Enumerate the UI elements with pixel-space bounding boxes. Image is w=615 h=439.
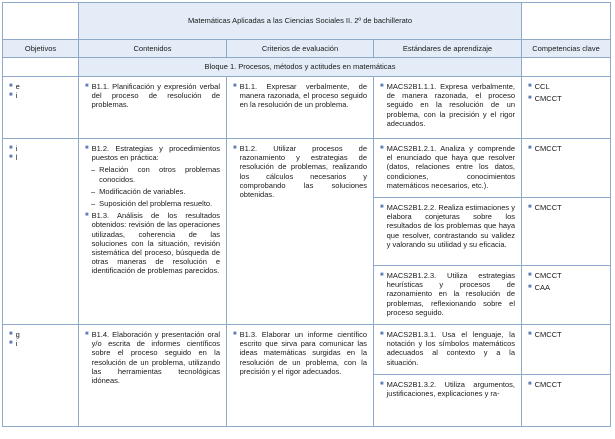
list-item: ■ CMCCT	[528, 271, 562, 280]
objetivos-cell	[3, 77, 79, 139]
bullet-icon: ■	[85, 331, 89, 337]
list-item: ■ B1.2. Utilizar procesos de razonamiento y estrategias de resolución de problemas, realizando los cálculos necesarios y comprobando las soluciones obtenidas.	[233, 144, 367, 200]
list-item: – Relación con otros problemas conocidos.	[91, 165, 220, 184]
bullet-icon: ■	[85, 145, 89, 151]
contenidos-cell	[79, 77, 227, 139]
list-item: ■ CMCCT	[528, 380, 562, 389]
bullet-icon: ■	[380, 83, 384, 89]
list-item: ■ CMCCT	[528, 203, 562, 212]
bullet-icon: ■	[9, 145, 13, 151]
competencias-cell	[522, 198, 611, 266]
bullet-icon: ■	[528, 145, 532, 151]
block-blank-right	[522, 58, 611, 77]
list-item: ■ MACS2B1.2.3. Utiliza estrategias heurísticas y procesos de razonamiento en la resolución de problemas, reflexionando sobre el proceso seguido.	[380, 271, 515, 317]
table-row	[3, 139, 611, 198]
bullet-icon: ■	[528, 284, 532, 291]
criterios-cell	[227, 77, 374, 139]
list-item: ■ CAA	[528, 283, 551, 293]
list-item: ■ CMCCT	[528, 94, 562, 104]
estandares-cell	[374, 375, 522, 427]
list-item: ■ MACS2B1.3.1. Usa el lenguaje, la notación y los símbolos matemáticos adecuados al contexto y a la situación.	[380, 330, 515, 367]
bullet-icon: ■	[528, 83, 532, 89]
bullet-icon: ■	[380, 272, 384, 278]
competencias-cell	[522, 77, 611, 139]
competencias-cell	[522, 139, 611, 198]
bullet-icon: ■	[9, 331, 13, 337]
table-row	[3, 77, 611, 139]
bullet-icon: ■	[528, 204, 532, 210]
list-item: ■ MACS2B1.2.2. Realiza estimaciones y elabora conjeturas sobre los resultados de los problemas que haya que resolver, contrastando su validez y valorando su utilidad y su eficacia.	[380, 203, 516, 249]
bullet-icon: ■	[380, 204, 384, 210]
dash-icon: –	[91, 186, 96, 196]
list-item: ■ MACS2B1.1.1. Expresa verbalmente, de manera razonada, el proceso seguido en la resolución de un problema, con la precisión y el rigor adecuados.	[380, 82, 515, 128]
list-item: ■ CMCCT	[528, 330, 562, 339]
list-item: ■ MACS2B1.3.2. Utiliza argumentos, justificaciones, explicaciones y ra-	[380, 380, 515, 399]
bullet-icon: ■	[380, 331, 384, 337]
bullet-icon: ■	[528, 331, 532, 337]
list-item: – Modificación de variables.	[91, 186, 186, 196]
list-item: ■ B1.2. Estrategias y procedimientos puestos en práctica:	[85, 144, 220, 163]
bullet-icon: ■	[380, 145, 384, 151]
objetivos-cell	[3, 139, 79, 325]
contenidos-cell	[79, 139, 227, 325]
list-item: ■ CCL	[528, 82, 550, 91]
list-item: ■ B1.1. Expresar verbalmente, de manera razonada, el proceso seguido en la resolución de un problema.	[233, 82, 367, 110]
competencias-cell	[522, 375, 611, 427]
bullet-icon: ■	[528, 272, 532, 278]
col-header-competencias: Competencias clave	[522, 40, 611, 58]
criterios-cell	[227, 139, 374, 325]
competencias-cell	[522, 266, 611, 325]
block-title: Bloque 1. Procesos, métodos y actitudes en matemáticas	[79, 58, 522, 77]
bullet-icon: ■	[9, 154, 13, 161]
competencias-cell	[522, 325, 611, 375]
col-header-objetivos: Objetivos	[3, 40, 79, 58]
col-header-criterios: Criterios de evaluación	[227, 40, 374, 58]
bullet-icon: ■	[233, 331, 237, 337]
bullet-icon: ■	[233, 83, 237, 89]
bullet-icon: ■	[9, 340, 13, 347]
bullet-icon: ■	[233, 145, 237, 151]
list-item: ■ e	[9, 82, 20, 91]
list-item: ■ i	[9, 91, 18, 101]
list-item: – Suposición del problema resuelto.	[91, 199, 213, 209]
dash-icon: –	[91, 199, 96, 209]
bullet-icon: ■	[85, 212, 89, 219]
list-item: ■ i	[9, 144, 18, 153]
bullet-icon: ■	[9, 92, 13, 99]
list-item: ■ B1.3. Elaborar un informe científico escrito que sirva para comunicar las ideas matemáticas surgidas en la resolución de un problema, con la precisión y el rigor adecuados.	[233, 330, 367, 376]
list-item: ■ l	[9, 153, 18, 163]
contenidos-cell	[79, 325, 227, 427]
estandares-cell	[374, 325, 522, 375]
list-item: ■ i	[9, 339, 18, 349]
list-item: ■ B1.4. Elaboración y presentación oral y/o escrita de informes científicos sobre el proceso seguido en la resolución de un problema, utilizando las herramientas tecnológicas idóneas.	[85, 330, 220, 386]
list-item: ■ B1.1. Planificación y expresión verbal del proceso de resolución de problemas.	[85, 82, 220, 110]
table-row	[3, 325, 611, 375]
table-title: Matemáticas Aplicadas a las Ciencias Sociales II. 2º de bachillerato	[79, 3, 522, 40]
estandares-cell	[374, 198, 522, 266]
col-header-contenidos: Contenidos	[79, 40, 227, 58]
estandares-cell	[374, 77, 522, 139]
list-item: ■ g	[9, 330, 20, 339]
bullet-icon: ■	[528, 381, 532, 387]
header-blank-right	[522, 3, 611, 40]
list-item: ■ B1.3. Análisis de los resultados obtenidos: revisión de las operaciones utilizadas, coherencia de las soluciones con la situación, revisión sistemática del proceso, búsqueda de otras maneras de resolución e identificación de problemas parecidos.	[85, 211, 220, 276]
curriculum-table	[2, 2, 611, 427]
estandares-cell	[374, 139, 522, 198]
bullet-icon: ■	[9, 83, 13, 89]
criterios-cell	[227, 325, 374, 427]
bullet-icon: ■	[85, 83, 89, 89]
bullet-icon: ■	[380, 381, 384, 387]
block-blank-left	[3, 58, 79, 77]
header-blank-left	[3, 3, 79, 40]
dash-icon: –	[91, 165, 96, 175]
col-header-estandares: Estándares de aprendizaje	[374, 40, 522, 58]
bullet-icon: ■	[528, 95, 532, 102]
list-item: ■ CMCCT	[528, 144, 562, 153]
list-item: ■ MACS2B1.2.1. Analiza y comprende el enunciado que haya que resolver (datos, relaciones entre los datos, condiciones, conocimientos matemáticos necesarios, etc.).	[380, 144, 515, 190]
estandares-cell	[374, 266, 522, 325]
objetivos-cell	[3, 325, 79, 427]
